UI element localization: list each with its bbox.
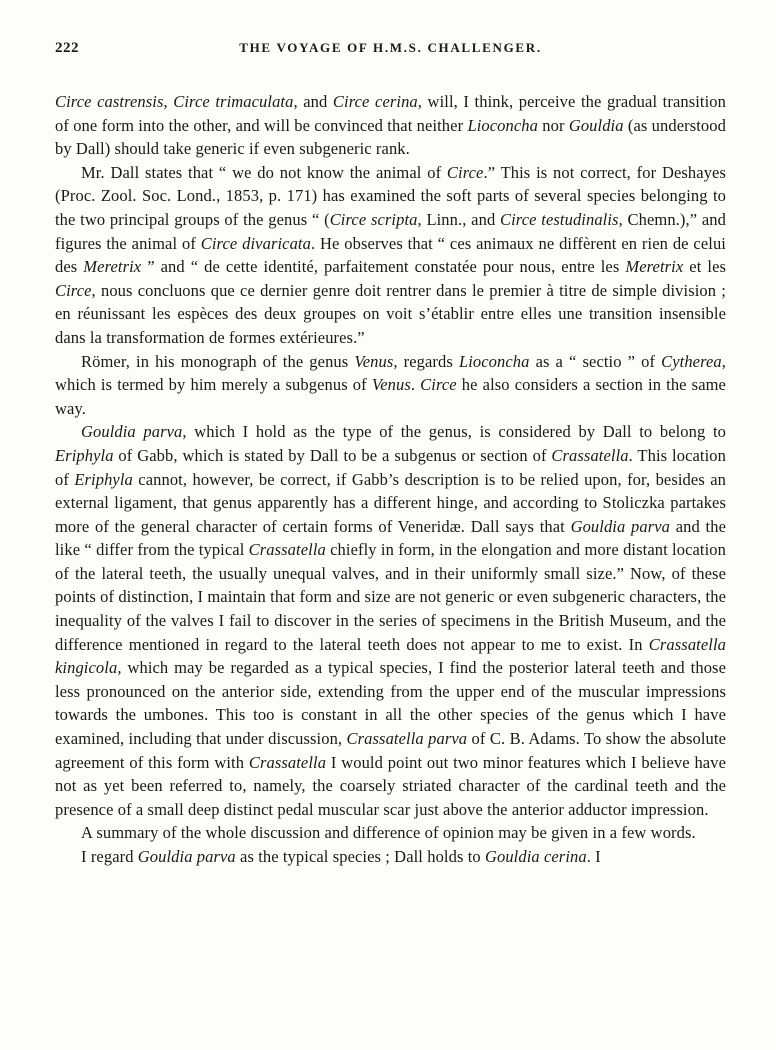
text-segment: et les bbox=[683, 257, 727, 277]
paragraph bbox=[55, 350, 726, 421]
italic-text-segment: Venus bbox=[371, 375, 411, 395]
text-segment: he also considers a section in the same way. bbox=[55, 375, 726, 418]
italic-text-segment: Gouldia parva bbox=[570, 516, 671, 536]
text-segment: , Linn., and bbox=[417, 209, 501, 229]
italic-text-segment: Circe scripta bbox=[329, 209, 418, 229]
italic-text-segment: Crassatella parva bbox=[346, 729, 468, 749]
text-segment: , bbox=[163, 92, 174, 111]
running-title: THE VOYAGE OF H.M.S. CHALLENGER. bbox=[239, 40, 542, 55]
italic-text-segment: Cytherea bbox=[661, 351, 722, 371]
text-segment: ” and “ de cette identité, parfaitement constatée pour nous, entre les bbox=[141, 257, 626, 277]
text-segment: , regards bbox=[393, 351, 459, 371]
italic-text-segment: Circe cerina bbox=[332, 92, 418, 111]
text-segment: nor bbox=[538, 115, 569, 135]
italic-text-segment: Lioconcha bbox=[467, 115, 538, 135]
italic-text-segment: Gouldia bbox=[568, 115, 624, 135]
text-segment: cannot, however, be correct, if Gabb’s description is to be relied upon, for, besides an external ligament, that genus apparently has a different hinge, and according to Stoliczka partakes more of the general character of certain forms of Veneridæ. Dall says that bbox=[55, 469, 727, 536]
text-segment: , Chemn.),” and figures the animal of bbox=[55, 209, 726, 253]
text-segment: , which may be regarded as a typical species, I find the posterior lateral teeth and those less pronounced on the anterior side, extending from the upper end of the muscular impressions towards the umbones. This too is constant in all the other species of the genus which I have examined, including that under discussion, bbox=[55, 658, 726, 749]
italic-text-segment: Crassatella bbox=[551, 445, 629, 465]
italic-text-segment: Circe castrensis bbox=[55, 92, 164, 111]
text-segment: , nous concluons que ce dernier genre doit rentrer dans le premier à titre de simple division ; en réunissant les espèces des deux groupes on voit s’établir entre elles une transition insensible dans la transformation de formes extérieures.” bbox=[55, 280, 726, 347]
italic-text-segment: Eriphyla bbox=[55, 445, 114, 465]
page-number: 222 bbox=[55, 40, 79, 56]
italic-text-segment: Crassatella kingicola bbox=[55, 634, 726, 678]
italic-text-segment: Venus bbox=[354, 351, 394, 371]
italic-text-segment: Circe trimaculata bbox=[173, 92, 294, 111]
italic-text-segment: Crassatella bbox=[248, 752, 327, 772]
text-segment: . I bbox=[586, 847, 601, 866]
text-segment: of Gabb, which is stated by Dall to be a subgenus or section of bbox=[113, 445, 552, 465]
italic-text-segment: Circe bbox=[55, 280, 92, 300]
text-segment: . bbox=[410, 375, 421, 395]
text-segment: chiefly in form, in the elongation and more distant location of the lateral teeth, the usually unequal valves, and in their uniformly small size.” Now, of these points of distinction, I maintain that form and size are not generic or even subgeneric characters, the inequality of the valves I fail to discover in the series of specimens in the British Museum, and the difference mentioned in regard to the lateral teeth does not appear to me to exist. In bbox=[55, 540, 726, 654]
text-segment: , will, I think, perceive the gradual transition of one form into the other, and will be convinced that neither bbox=[55, 92, 726, 135]
paragraph bbox=[55, 821, 726, 845]
italic-text-segment: Gouldia cerina bbox=[484, 847, 587, 866]
paragraph bbox=[55, 420, 726, 821]
page-header bbox=[55, 40, 726, 62]
text-segment: as a “ sectio ” of bbox=[529, 351, 662, 371]
italic-text-segment: Gouldia parva bbox=[81, 422, 183, 442]
text-segment: , which is termed by him merely a subgenus of bbox=[55, 351, 727, 395]
text-segment: Mr. Dall states that “ we do not know the animal of bbox=[81, 162, 447, 182]
paragraph bbox=[55, 161, 726, 350]
text-segment: . This location of bbox=[55, 445, 726, 489]
text-segment: (as understood by Dall) should take generic if even subgeneric rank. bbox=[55, 115, 726, 159]
text-segment: .” This is not correct, for Deshayes (Proc. Zool. Soc. Lond., 1853, p. 171) has examined the soft parts of several species belonging to the two principal groups of the genus “ ( bbox=[55, 162, 726, 229]
italic-text-segment: Meretrix bbox=[625, 257, 684, 277]
italic-text-segment: Crassatella bbox=[248, 540, 326, 560]
text-segment: of C. B. Adams. To show the absolute agreement of this form with bbox=[55, 729, 726, 772]
text-segment: as the typical species ; Dall holds to bbox=[235, 847, 485, 866]
italic-text-segment: Circe bbox=[420, 375, 457, 395]
text-segment: , and bbox=[293, 92, 333, 111]
italic-text-segment: Meretrix bbox=[83, 257, 142, 277]
italic-text-segment: Lioconcha bbox=[458, 351, 530, 371]
italic-text-segment: Circe divaricata bbox=[200, 233, 311, 253]
italic-text-segment: Circe testudinalis bbox=[500, 209, 619, 229]
text-segment: and the like “ differ from the typical bbox=[55, 516, 727, 560]
page-body bbox=[55, 90, 726, 869]
paragraph bbox=[55, 845, 726, 869]
text-segment: I would point out two minor features which I believe have not as yet been referred to, namely, the coarsely striated character of the cardinal teeth and the presence of a small deep distinct pedal muscular scar just above the anterior adductor impression. bbox=[55, 752, 727, 819]
text-segment: A summary of the whole discussion and difference of opinion may be given in a few words. bbox=[81, 823, 696, 843]
italic-text-segment: Eriphyla bbox=[74, 469, 133, 489]
italic-text-segment: Circe bbox=[446, 162, 484, 182]
text-segment: , which I hold as the type of the genus, is considered by Dall to belong to bbox=[182, 422, 726, 442]
italic-text-segment: Gouldia parva bbox=[137, 847, 236, 866]
text-segment: Römer, in his monograph of the genus bbox=[81, 351, 355, 371]
paragraph bbox=[55, 90, 726, 161]
text-segment: . He observes that “ ces animaux ne diffèrent en rien de celui des bbox=[55, 233, 726, 277]
text-segment: I regard bbox=[81, 847, 138, 866]
